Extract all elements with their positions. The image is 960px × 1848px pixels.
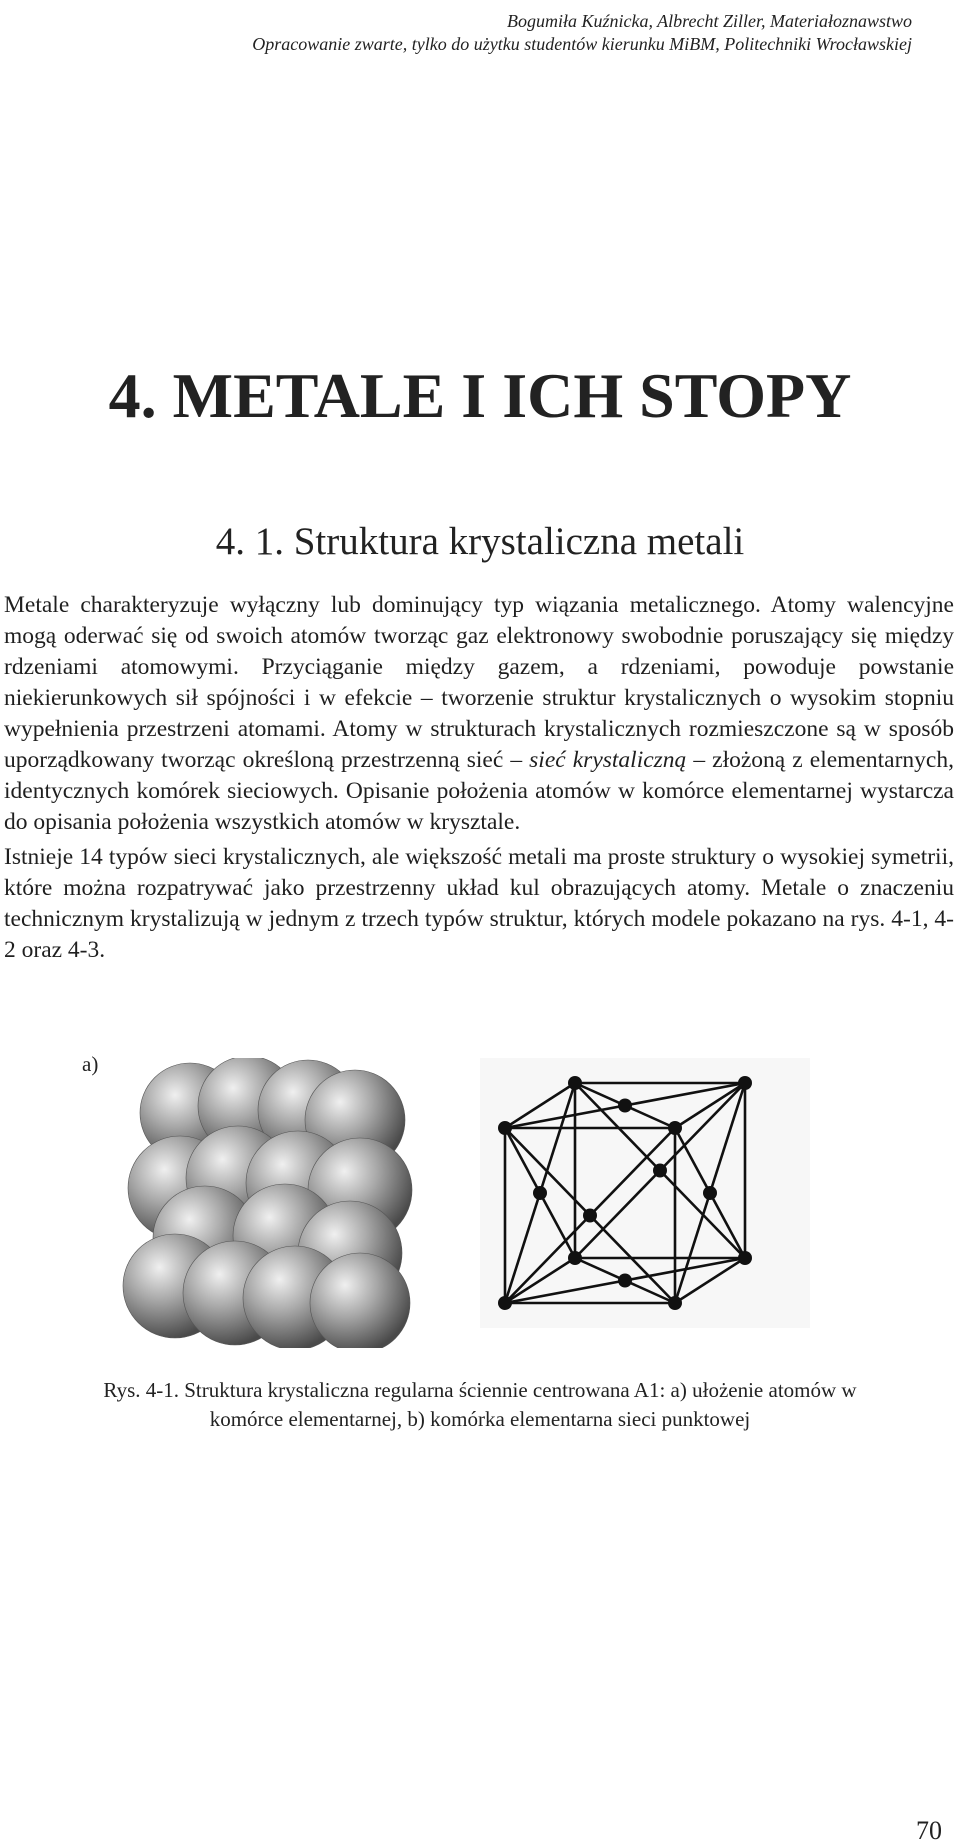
- lattice-node: [618, 1274, 632, 1288]
- lattice-node: [568, 1251, 582, 1265]
- running-header: [252, 10, 912, 56]
- figure-caption: [0, 1376, 960, 1434]
- lattice-node: [618, 1099, 632, 1113]
- section-title: 4. 1. Struktura krystaliczna metali: [215, 520, 745, 563]
- figure-a-atom-packing: [120, 1058, 420, 1348]
- lattice-node: [738, 1251, 752, 1265]
- page-number: 70: [916, 1816, 942, 1845]
- body-text: [4, 590, 954, 970]
- lattice-node: [668, 1296, 682, 1310]
- figure-label-a: a): [82, 1052, 99, 1076]
- lattice-node: [568, 1076, 582, 1090]
- paragraph-2: Istnieje 14 typów sieci krystalicznych, ale większość metali ma proste struktury o wysokiej symetrii, które można rozpatrywać jako przestrzenny układ kul obrazujących atomy. Metale o znaczeniu technicznym krystalizują w jednym z trzech typów struktur, których modele pokazano na rys. 4-1, 4-2 oraz 4-3.: [4, 844, 954, 963]
- lattice-node: [533, 1186, 547, 1200]
- header-note: Opracowanie zwarte, tylko do użytku studentów kierunku MiBM, Politechniki Wrocławskiej: [252, 34, 912, 54]
- chapter-title: 4. METALE I ICH STOPY: [108, 360, 852, 431]
- lattice-node: [668, 1121, 682, 1135]
- lattice-node: [703, 1186, 717, 1200]
- caption-line-2: komórce elementarnej, b) komórka elementarna sieci punktowej: [209, 1407, 751, 1431]
- paragraph-1: [4, 590, 954, 838]
- header-authors: Bogumiła Kuźnicka, Albrecht Ziller, Materiałoznawstwo: [507, 11, 912, 31]
- atom-spheres: [123, 1058, 412, 1348]
- paragraph-1-emphasis: sieć krystaliczną: [529, 747, 687, 773]
- lattice-node: [498, 1121, 512, 1135]
- paragraph-1-part-a: Metale charakteryzuje wyłączny lub dominujący typ wiązania metalicznego. Atomy walencyjne mogą oderwać się od swoich atomów tworząc gaz elektronowy swobodnie poruszający się między rdzeniami atomowymi. Przyciąganie między gazem, a rdzeniami, powoduje powstanie niekierunkowych sił spójności i w efekcie – tworzenie struktur krystalicznych o wysokim stopniu wypełnienia przestrzeni atomami. Atomy w strukturach krystalicznych rozmieszczone są w sposób uporządkowany tworząc określoną przestrzenną sieć –: [4, 592, 954, 773]
- figure-b-lattice: [480, 1058, 810, 1328]
- paragraph-1-part-b: – złożoną z elementarnych, identycznych komórek sieciowych. Opisanie położenia atomów w komórce elementarnej wystarcza do opisania położenia wszystkich atomów w krysztale.: [4, 747, 954, 835]
- atom-sphere: [310, 1253, 410, 1348]
- caption-line-1: Rys. 4-1. Struktura krystaliczna regularna ściennie centrowana A1: a) ułożenie atomów w: [103, 1378, 857, 1402]
- lattice-node: [738, 1076, 752, 1090]
- lattice-node: [653, 1164, 667, 1178]
- lattice-node: [498, 1296, 512, 1310]
- lattice-node: [583, 1209, 597, 1223]
